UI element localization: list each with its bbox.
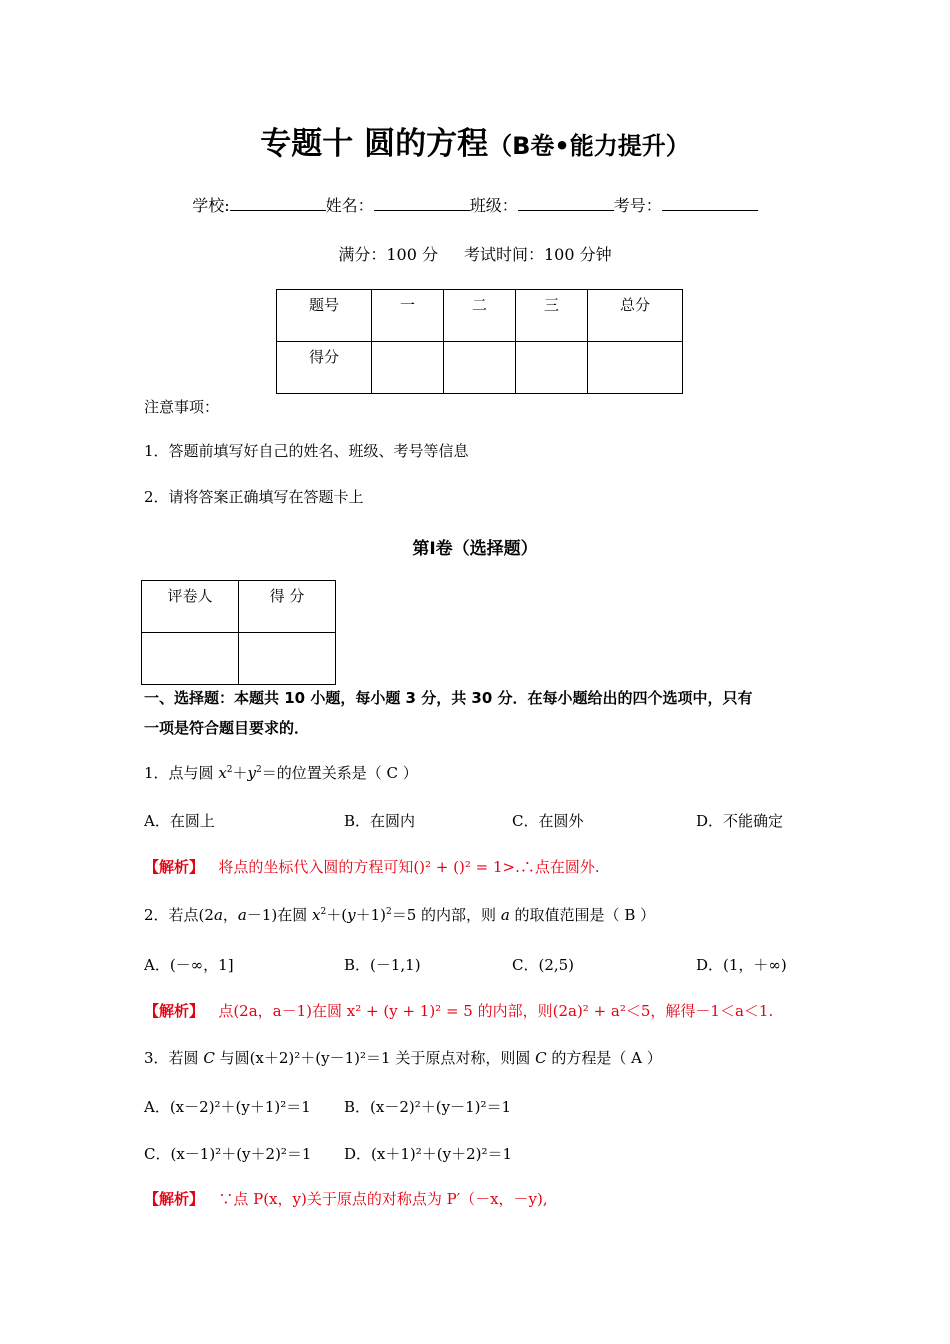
name-blank[interactable] <box>374 195 470 211</box>
score-cell[interactable] <box>444 342 516 394</box>
score-header-cell: 二 <box>444 290 516 342</box>
grader-cell[interactable] <box>142 633 239 685</box>
school-blank[interactable] <box>230 195 326 211</box>
analysis-label: 【解析】 <box>144 858 205 876</box>
question-1-option[interactable]: D．不能确定 <box>696 812 784 830</box>
page-title <box>0 118 950 163</box>
question-1-analysis: 【解析】 将点的坐标代入圆的方程可知()² + ()² = 1>.∴点在圆外. <box>144 858 600 876</box>
part-instructions-cont: 一项是符合题目要求的． <box>144 719 310 737</box>
question-3-option[interactable]: A．(x－2)²＋(y＋1)²＝1 <box>144 1098 311 1116</box>
class-blank[interactable] <box>518 195 614 211</box>
score-table <box>276 289 683 394</box>
score-header-cell: 题号 <box>277 290 372 342</box>
analysis-label: 【解析】 <box>144 1002 205 1020</box>
score-row-label: 得分 <box>277 342 372 394</box>
score-header-cell: 总分 <box>588 290 683 342</box>
question-2-stem: 2．若点(2a，a－1)在圆 $x^2+(y+1)^2=5$ 的内部，则 a 的取值范围是（ B ） <box>144 906 656 924</box>
note-item: 1．答题前填写好自己的姓名、班级、考号等信息 <box>144 442 469 460</box>
exam-no-blank[interactable] <box>662 195 758 211</box>
part-instructions: 一、选择题：本题共 10 小题，每小题 3 分，共 30 分．在每小题给出的四个选项中，只有 <box>144 689 753 707</box>
exam-time: 考试时间：100 分钟 <box>464 245 612 264</box>
question-2-option[interactable]: C．(2,5) <box>512 956 575 974</box>
analysis-label: 【解析】 <box>144 1190 205 1208</box>
question-3-analysis: 【解析】 ∵点 P(x，y)关于原点的对称点为 P′（－x，－y), <box>144 1190 548 1208</box>
score-cell[interactable] <box>516 342 588 394</box>
title-main: 专题十 圆的方程 <box>260 126 489 162</box>
score-header-cell: 三 <box>516 290 588 342</box>
question-1-option[interactable]: A．在圆上 <box>144 812 215 830</box>
question-2-option[interactable]: B．(－1,1) <box>344 956 421 974</box>
question-3-option[interactable]: B．(x－2)²＋(y－1)²＝1 <box>344 1098 512 1116</box>
grader-score-header: 得 分 <box>239 581 336 633</box>
title-sub: （B卷•能力提升） <box>488 132 690 160</box>
question-1-option[interactable]: C．在圆外 <box>512 812 584 830</box>
exam-no-label: 考号： <box>613 196 662 215</box>
grader-cell[interactable] <box>239 633 336 685</box>
grader-header: 评卷人 <box>142 581 239 633</box>
score-table-header-row <box>277 290 683 342</box>
question-2-option[interactable]: A．(－∞，1] <box>144 956 234 974</box>
notes-heading: 注意事项： <box>144 398 220 416</box>
question-3-option[interactable]: C．(x－1)²＋(y＋2)²＝1 <box>144 1145 312 1163</box>
grader-table <box>141 580 336 685</box>
name-label: 姓名： <box>325 196 374 215</box>
question-1-stem: 1．点与圆 $x^2+y^2=$的位置关系是（ C ） <box>144 764 418 782</box>
school-label: 学校: <box>192 196 230 215</box>
student-info-line <box>0 193 950 216</box>
exam-meta <box>0 242 950 265</box>
class-label: 班级： <box>469 196 518 215</box>
question-3-option[interactable]: D．(x＋1)²＋(y＋2)²＝1 <box>344 1145 513 1163</box>
section-title: 第Ⅰ卷（选择题） <box>412 539 538 559</box>
question-2-option[interactable]: D．(1，＋∞) <box>696 956 787 974</box>
question-1-option[interactable]: B．在圆内 <box>344 812 416 830</box>
note-item: 2．请将答案正确填写在答题卡上 <box>144 488 364 506</box>
score-cell[interactable] <box>372 342 444 394</box>
question-2-analysis: 【解析】 点(2a，a－1)在圆 x² + (y + 1)² = 5 的内部，则(2a)² + a²＜5，解得－1＜a＜1. <box>144 1002 774 1020</box>
score-cell[interactable] <box>588 342 683 394</box>
score-header-cell: 一 <box>372 290 444 342</box>
full-score: 满分：100 分 <box>338 245 438 264</box>
score-table-score-row <box>277 342 683 394</box>
question-3-stem: 3．若圆 C 与圆(x＋2)²＋(y－1)²＝1 关于原点对称，则圆 C 的方程是（ A ） <box>144 1049 662 1067</box>
